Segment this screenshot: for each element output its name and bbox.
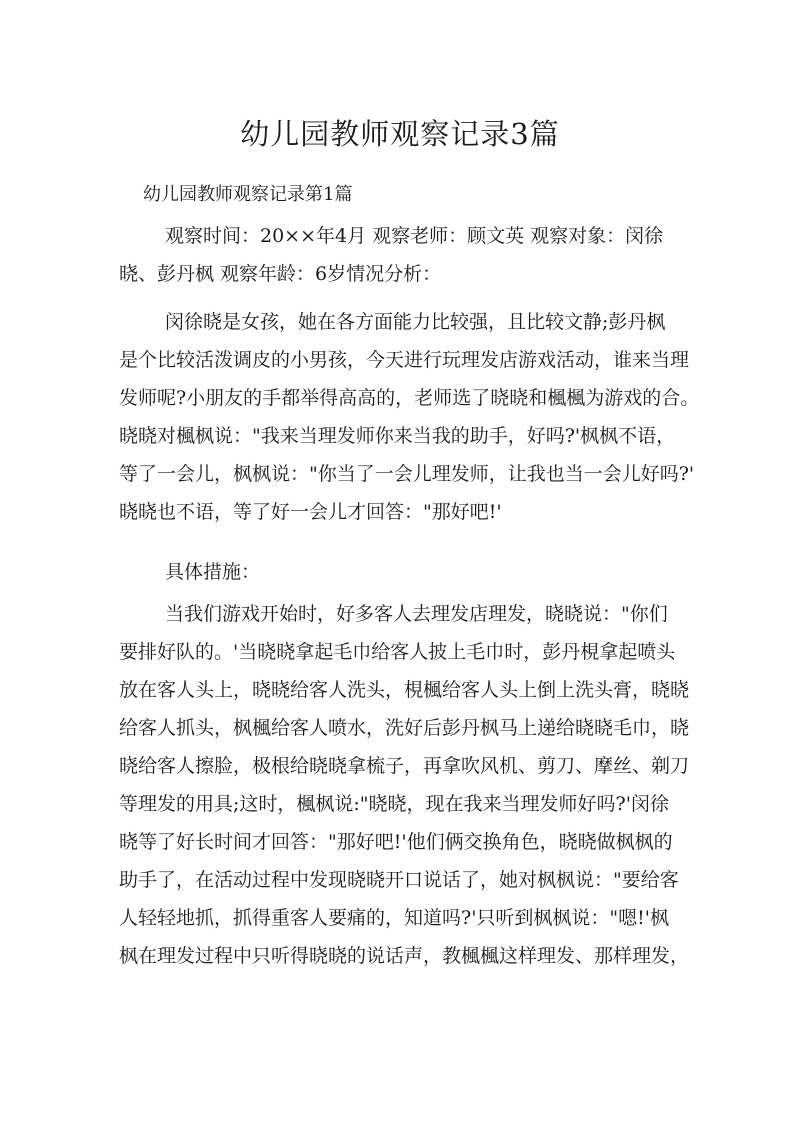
section-heading: 幼儿园教师观察记录第1篇 xyxy=(143,184,353,205)
text-line: 晓晓对楓枫说："我来当理发师你来当我的助手，好吗?'枫枫不语， xyxy=(119,425,676,447)
text-line: 放在客人头上，晓晓给客人洗头，梘楓给客人头上倒上洗头膏，晓晓 xyxy=(119,679,690,701)
text-line: 晓等了好长时间才回答："那好吧!'他们俩交换角色，晓晓做枫枫的 xyxy=(119,831,673,853)
text-line: 人轻轻地抓，抓得重客人要痛的，知道吗?'只听到枫枫说："嗯!'枫 xyxy=(119,907,670,929)
text-line: 等了一会儿，枫枫说："你当了一会儿理发师，让我也当一会儿好吗?' xyxy=(119,463,695,485)
measures-paragraph xyxy=(119,595,689,975)
situation-paragraph xyxy=(119,303,700,531)
text-line: 观察时间：20××年4月 观察老师：顾文英 观察对象：闵徐 xyxy=(165,225,664,247)
text-line: 要排好队的。'当晓晓拿起毛巾给客人披上毛巾时，彭丹梘拿起喷头 xyxy=(119,641,676,663)
document-title: 幼儿园教师观察记录3篇 xyxy=(240,117,560,151)
text-line: 晓给客人擦脸，极根给晓晓拿梳子，再拿吹风机、剪刀、摩丝、剃刀 xyxy=(119,755,690,777)
measures-heading-block xyxy=(119,553,689,591)
text-line: 是个比较活泼调皮的小男孩，今天进行玩理发店游戏活动，谁来当理 xyxy=(119,349,690,371)
text-line: 晓晓也不语，等了好一会儿才回答："那好吧!' xyxy=(119,501,502,523)
text-line: 当我们游戏开始时，好多客人去理发店理发，晓晓说："你们 xyxy=(165,603,668,625)
text-line: 闵徐晓是女孩，她在各方面能力比较强，且比较文静;彭丹枫 xyxy=(165,311,666,333)
text-line: 枫在理发过程中只听得晓晓的说话声，教楓楓这样理发、那样理发， xyxy=(119,945,690,967)
text-line: 晓、彭丹枫 观察年龄：6岁情况分析： xyxy=(119,263,442,285)
text-line: 等理发的用具;这时，楓枫说:"晓晓，现在我来当理发师好吗?'闵徐 xyxy=(119,793,669,815)
text-line: 给客人抓头，枫楓给客人喷水，洗好后彭丹枫马上递给晓晓毛巾，晓 xyxy=(119,717,690,739)
text-line: 发师呢?小朋友的手都举得高高的，老师选了晓晓和楓楓为游戏的合。 xyxy=(119,387,700,409)
measures-heading: 具体措施： xyxy=(165,561,261,583)
text-line: 助手了，在活动过程中发现晓晓开口说话了，她对枫枫说："要给客 xyxy=(119,869,679,891)
observation-info xyxy=(119,217,689,293)
